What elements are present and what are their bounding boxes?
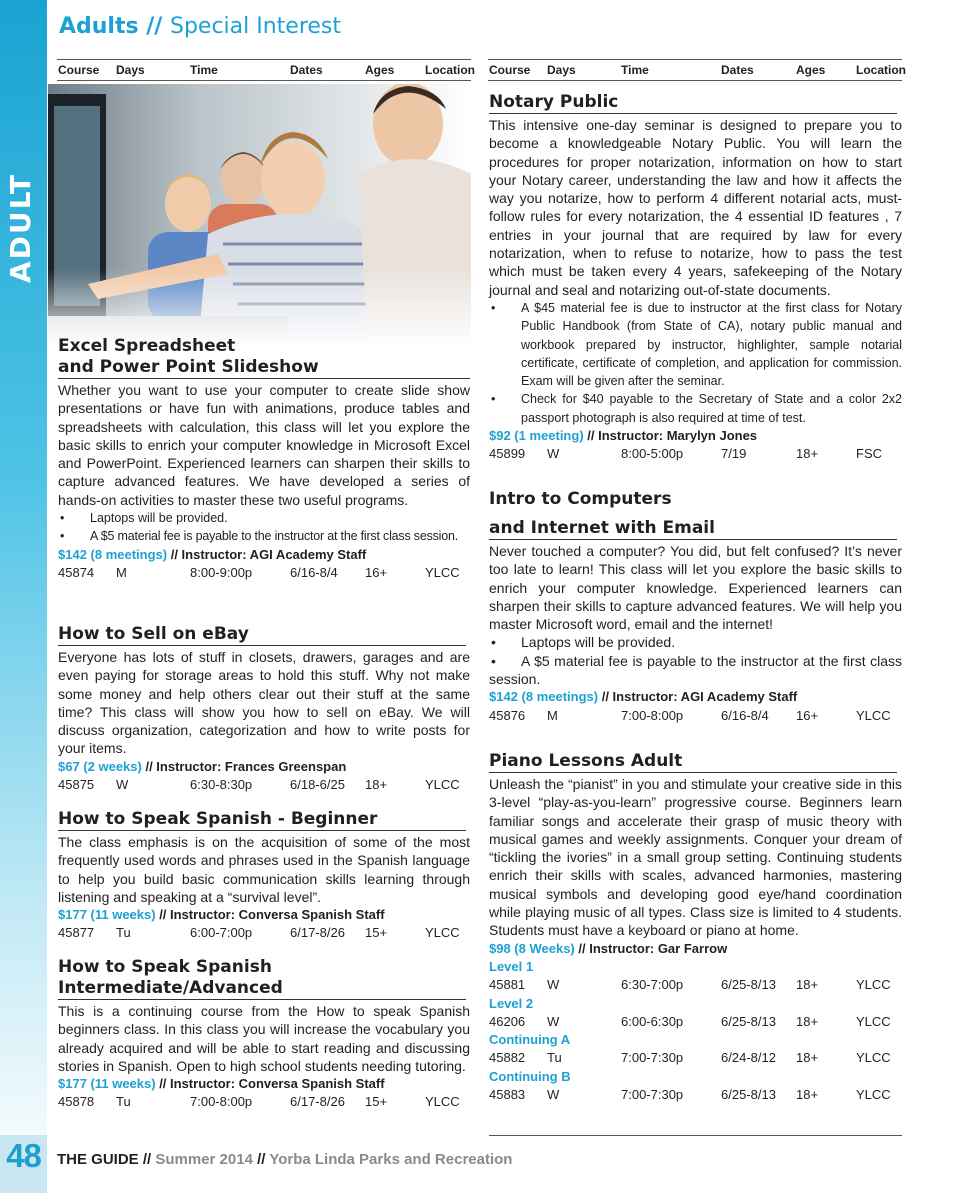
course-title: How to Speak Spanish - Beginner: [58, 809, 466, 831]
course-title: and Power Point Slideshow: [58, 357, 470, 379]
level-label: Level 1: [489, 958, 534, 974]
col-dates: Dates: [290, 63, 323, 77]
col-ages: Ages: [796, 63, 826, 77]
fee-line: $67 (2 weeks) // Instructor: Frances Greenspan: [58, 758, 347, 774]
course-notary: [489, 92, 902, 464]
page-title-sub: Special Interest: [169, 14, 342, 39]
course-title: Excel Spreadsheet: [58, 336, 236, 356]
course-description: The class emphasis is on the acquisition of some of the most frequently used words and phrases used in the Spanish language to help you build basic communication skills learning through listening and speaking at a “survival level”.: [58, 834, 470, 905]
course-description: Whether you want to use your computer to create slide show presentations or have fun with animations, produce tables and spreadsheets with calculation, this class will let you explore the basic skills to enrich your computer knowledge in Microsoft Excel and PowerPoint. Experienced learners can sharpen their skills to capture advanced features. We have developed a series of hands-on activities to master these two useful programs.: [58, 382, 470, 508]
level-label: Continuing B: [489, 1068, 571, 1084]
col-location: Location: [425, 63, 475, 77]
fee-line: $142 (8 meetings) // Instructor: AGI Academy Staff: [489, 689, 798, 705]
bullet-item: • A $5 material fee is payable to the instructor at the first class session.: [60, 529, 459, 544]
column-header-left: [57, 59, 475, 81]
course-description: Everyone has lots of stuff in closets, drawers, garages and are even paying for storage areas to hold this stuff. Why not make some money and help others clear out their stuff at the same time? This class will show you how to sell on eBay. We will discuss organization, categorization and how to write posts for your items.: [58, 649, 470, 757]
course-title: Notary Public: [489, 92, 897, 114]
course-spanish-beginner: [58, 809, 470, 943]
table-row: 45874 M 8:00-9:00p 6/16-8/4 16+ YLCC: [58, 564, 460, 580]
column-header-right: [488, 59, 906, 81]
table-row: 45877 Tu 6:00-7:00p 6/17-8/26 15+ YLCC: [58, 925, 460, 941]
col-days: Days: [547, 63, 576, 77]
course-title: Intermediate/Advanced: [58, 978, 466, 1000]
level-label: Level 2: [489, 995, 534, 1011]
course-intro-computers: [489, 489, 902, 725]
course-title: and Internet with Email: [489, 518, 897, 540]
table-row: 45882 Tu 7:00-7:30p 6/24-8/12 18+ YLCC: [489, 1050, 891, 1066]
photo-students-at-computers-icon: [48, 84, 471, 348]
course-title: Piano Lessons Adult: [489, 751, 897, 773]
fee-line: $142 (8 meetings) // Instructor: AGI Academy Staff: [58, 546, 367, 562]
course-piano: [489, 751, 902, 1104]
course-description: Unleash the “pianist” in you and stimulate your creative side in this 3-level “play-as-you-learn” progressive course. Beginners learn familiar songs and accelerate their grasp of music theory with musical games and weekly assignments. Conquer your dream of “tickling the ivories” in a small group setting. Continuing students enrich their skills with scales, advanced harmonies, mastering musical symbols and developing good eye/hand coordination while playing music of all types. Class size is limited to 4 students. Students must have a keyboard or piano at home.: [489, 776, 902, 939]
fee-line: $177 (11 weeks) // Instructor: Conversa Spanish Staff: [58, 1076, 385, 1092]
course-description: Never touched a computer? You did, but felt confused? It’s never too late to learn! This class will let you explore the basic skills to enrich your computer knowledge. Experienced learners can sharpen their skills to capture advanced features. We will help you master Microsoft word, email and the internet!: [489, 543, 902, 633]
course-excel: [58, 336, 470, 582]
course-title: Intro to Computers: [489, 489, 672, 509]
table-row: 45881 W 6:30-7:00p 6/25-8/13 18+ YLCC: [489, 977, 891, 993]
page-title-main: Adults: [59, 14, 139, 39]
col-time: Time: [190, 63, 218, 77]
students-photo: [48, 84, 471, 348]
level-label: Continuing A: [489, 1032, 571, 1048]
col-ages: Ages: [365, 63, 395, 77]
col-dates: Dates: [721, 63, 754, 77]
col-days: Days: [116, 63, 145, 77]
col-time: Time: [621, 63, 649, 77]
page-footer: THE GUIDE // Summer 2014 // Yorba Linda Parks and Recreation: [57, 1151, 513, 1168]
table-row: 46206 W 6:00-6:30p 6/25-8/13 18+ YLCC: [489, 1013, 891, 1029]
course-title: How to Speak Spanish: [58, 957, 272, 977]
course-title: How to Sell on eBay: [58, 624, 466, 646]
fee-line: $92 (1 meeting) // Instructor: Marylyn Jones: [489, 428, 758, 444]
col-course: Course: [489, 63, 531, 77]
course-spanish-intermediate: [58, 957, 470, 1112]
bullet-item: • Check for $40 payable to the Secretary of State and a color 2x2 passport photograph is also required at time of test.: [491, 392, 902, 425]
bullet-item: • A $45 material fee is due to instructor at the first class for Notary Public Handbook (from State of CA), notary public manual and workbook prepared by instructor, highlighter, sample notarial certificate, certificate of completion, and application for commission. Exam will be given after the seminar.: [491, 300, 902, 389]
fee-line: $177 (11 weeks) // Instructor: Conversa Spanish Staff: [58, 907, 385, 923]
page-number: 48: [6, 1137, 41, 1174]
table-row: 45875 W 6:30-8:30p 6/18-6/25 18+ YLCC: [58, 777, 460, 793]
col-course: Course: [58, 63, 100, 77]
fee-line: $98 (8 Weeks) // Instructor: Gar Farrow: [489, 940, 728, 956]
bullet-item: • A $5 material fee is payable to the instructor at the first class session.: [489, 652, 902, 688]
bullet-item: • Laptops will be provided.: [491, 634, 676, 651]
table-row: 45876 M 7:00-8:00p 6/16-8/4 16+ YLCC: [489, 707, 891, 723]
table-row: 45883 W 7:00-7:30p 6/25-8/13 18+ YLCC: [489, 1087, 891, 1103]
table-row: 45878 Tu 7:00-8:00p 6/17-8/26 15+ YLCC: [58, 1094, 460, 1110]
course-ebay: [58, 624, 470, 794]
course-description: This intensive one-day seminar is designed to prepare you to become a knowledgeable Notary Public. You will learn the procedures for proper notarization, information on how to start your Notary career, understanding the law and how it affects the way you notarize, how to perform 4 different notarial acts, must-follow rules for every notarization, the 4 essential ID features , 7 entries in your journal that are required by law for every notarization, when to refuse to notarize, how to pass the test which must be taken every 4 years, safekeeping of the Notary journal and seal and notarizing out-of-state documents.: [489, 117, 902, 298]
page-title: [59, 14, 341, 39]
col-location: Location: [856, 63, 906, 77]
course-description: This is a continuing course from the How to speak Spanish beginners class. In this class you will increase the vocabulary you already acquired and will be able to start reading and discussing stories in Spanish. Open to high school students needing tutoring.: [58, 1003, 470, 1074]
bottom-rule: [489, 1135, 902, 1136]
table-row: 45899 W 8:00-5:00p 7/19 18+ FSC: [489, 446, 882, 462]
bullet-item: • Laptops will be provided.: [60, 511, 228, 526]
page-title-sep: //: [138, 14, 170, 39]
